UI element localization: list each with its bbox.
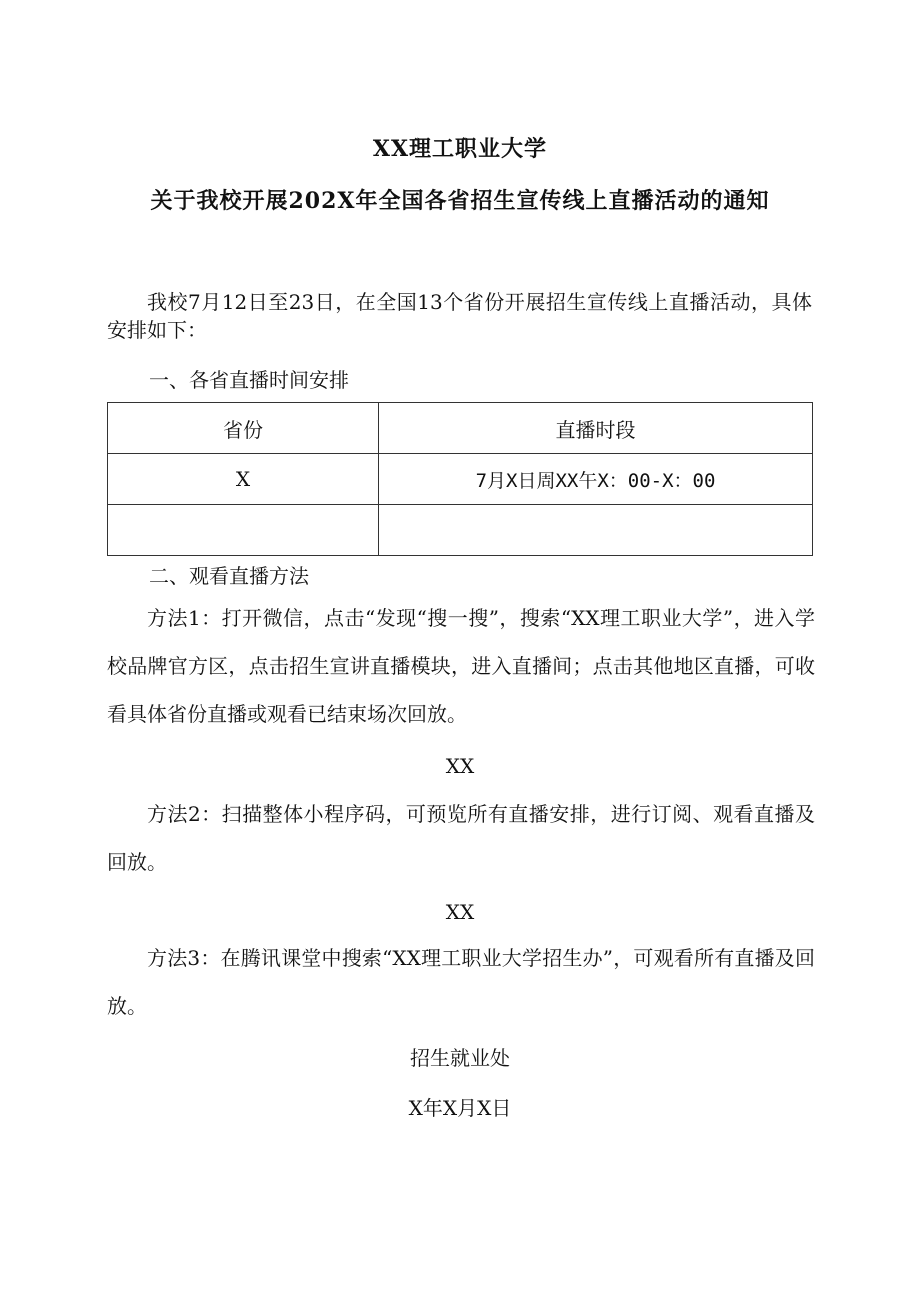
signature-department: 招生就业处 [410,1046,510,1070]
intro-paragraph: 我校7月12日至23日，在全国13个省份开展招生宣传线上直播活动，具体安排如下： [107,290,812,342]
document-title-notice: 关于我校开展202X年全国各省招生宣传线上直播活动的通知 [150,188,770,214]
qr-placeholder-1: XX [445,754,475,778]
table-cell-province [108,505,379,556]
section2-heading: 二、观看直播方法 [149,564,309,588]
table-cell-time [379,505,813,556]
document-title-school: XX理工职业大学 [372,136,548,162]
method1-paragraph: 方法1：打开微信，点击“发现“搜一搜”，搜索“XX理工职业大学”，进入学校品牌官方区，点击招生宣讲直播模块，进入直播间；点击其他地区直播，可收看具体省份直播或观看已结束场次回放。 [107,606,815,726]
table-row [108,505,813,556]
table-header-time: 直播时段 [379,403,813,454]
table-cell-province: X [108,454,379,505]
method2-paragraph: 方法2：扫描整体小程序码，可预览所有直播安排，进行订阅、观看直播及回放。 [107,802,815,874]
table-header-province: 省份 [108,403,379,454]
table-row [108,454,813,505]
qr-placeholder-2: XX [445,900,475,924]
table-cell-time: 7月X日周XX午X：00-X：00 [379,454,813,505]
signature-date: X年X月X日 [408,1096,512,1120]
table-header-row [108,403,813,454]
section1-heading: 一、各省直播时间安排 [149,368,349,392]
method3-paragraph: 方法3：在腾讯课堂中搜索“XX理工职业大学招生办”，可观看所有直播及回放。 [107,946,815,1018]
schedule-table [107,402,813,556]
